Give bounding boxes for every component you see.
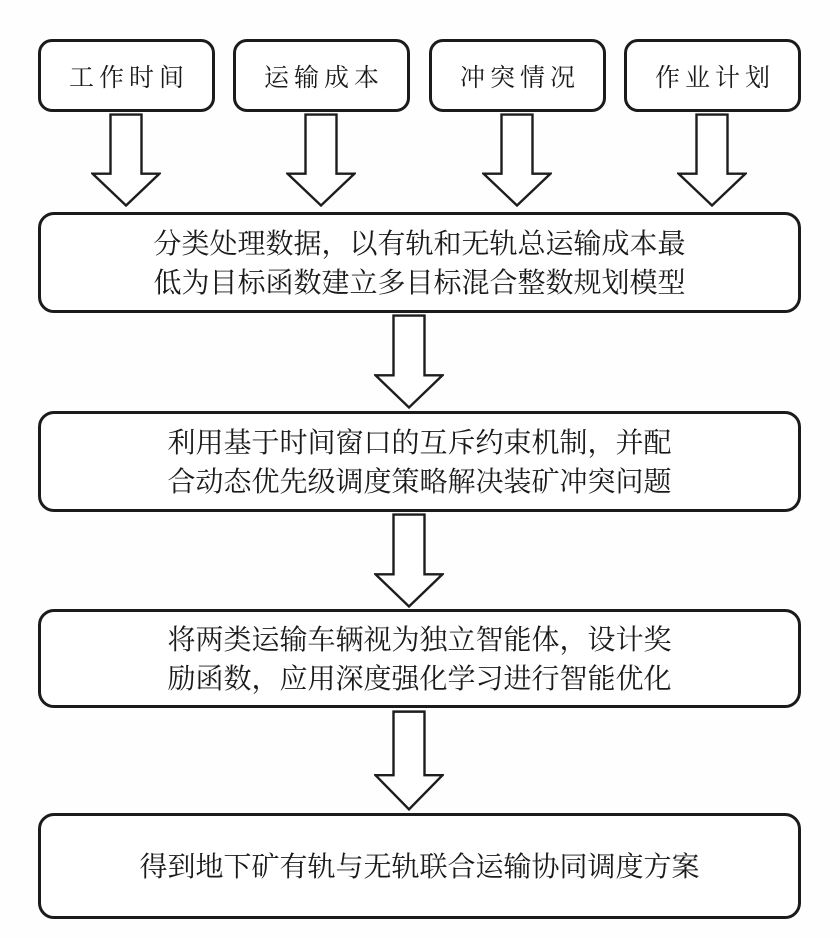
down-arrow-icon: [374, 513, 444, 608]
step-box-rl-optimization: [38, 609, 801, 708]
step-box-conflict-resolution-line1: 利用基于时间窗口的互斥约束机制，并配: [167, 426, 672, 458]
result-box-scheduling-scheme: [38, 813, 801, 919]
input-box-work-time-label: 工作时间: [68, 63, 189, 92]
input-box-operation-plan: [624, 39, 801, 112]
down-arrow-icon: [286, 113, 356, 207]
step-box-build-model: [38, 212, 801, 313]
input-box-work-time: [38, 39, 215, 112]
input-box-operation-plan-label: 作业计划: [654, 63, 775, 92]
step-box-build-model-line2: 低为目标函数建立多目标混合整数规划模型: [153, 266, 686, 298]
step-box-conflict-resolution-line2: 合动态优先级调度策略解决装矿冲突问题: [167, 465, 672, 497]
input-box-conflict-situation: [429, 39, 606, 112]
result-box-scheduling-scheme-line1: 得到地下矿有轨与无轨联合运输协同调度方案: [139, 850, 700, 882]
input-box-conflict-situation-label: 冲突情况: [459, 63, 580, 92]
down-arrow-icon: [482, 113, 552, 207]
input-box-transport-cost: [233, 39, 410, 112]
down-arrow-icon: [374, 710, 444, 811]
step-box-build-model-line1: 分类处理数据，以有轨和无轨总运输成本最: [153, 227, 686, 259]
step-box-rl-optimization-line2: 励函数，应用深度强化学习进行智能优化: [167, 662, 672, 694]
down-arrow-icon: [374, 314, 444, 409]
down-arrow-icon: [677, 113, 747, 207]
step-box-rl-optimization-line1: 将两类运输车辆视为独立智能体，设计奖: [167, 623, 672, 655]
input-box-transport-cost-label: 运输成本: [263, 63, 384, 92]
step-box-conflict-resolution: [38, 411, 801, 512]
down-arrow-icon: [91, 113, 161, 207]
